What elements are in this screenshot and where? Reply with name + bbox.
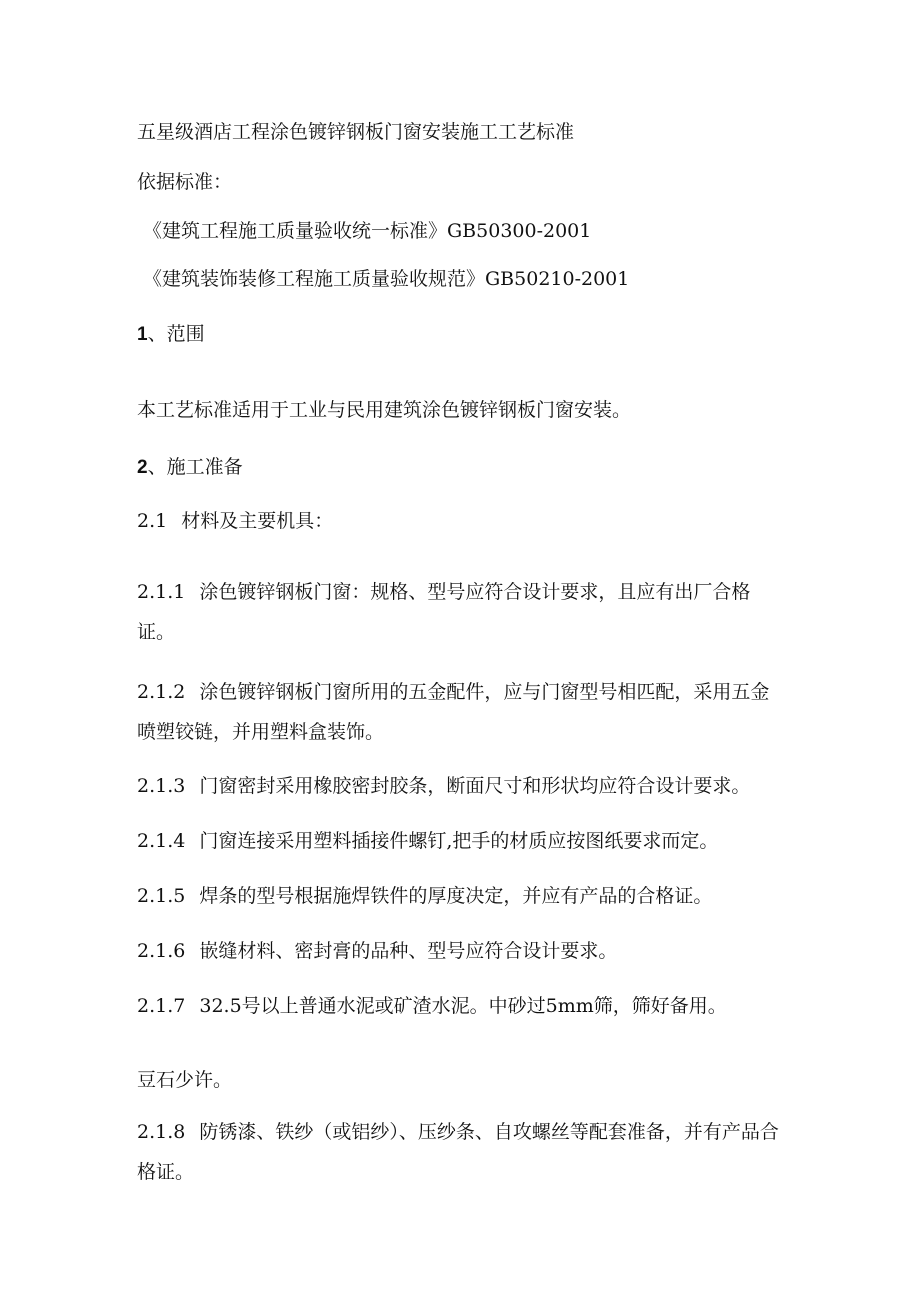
list-item [137,572,782,652]
item-text: 防锈漆、铁纱（或铝纱）、压纱条、自攻螺丝等配套准备，并有产品合格证。 [137,1121,779,1183]
item-number: 2.1.6 [137,940,186,962]
item-number: 2.1.1 [137,581,186,603]
item-number: 2.1.3 [137,775,186,797]
item-number: 2.1.7 [137,995,186,1017]
section-number: 2 [137,457,148,478]
subsection-heading [137,509,333,533]
item-text: 焊条的型号根据施焊铁件的厚度决定，并应有产品的合格证。 [199,885,713,907]
item-number: 2.1.5 [137,885,186,907]
item-text: 门窗密封采用橡胶密封胶条，断面尺寸和形状均应符合设计要求。 [199,775,751,797]
item-text: 32.5号以上普通水泥或矿渣水泥。中砂过5mm筛，筛好备用。 [199,995,727,1017]
document-title: 五星级酒店工程涂色镀锌钢板门窗安装施工工艺标准 [137,121,575,143]
item-number: 2.1.2 [137,681,186,703]
list-item [137,774,750,798]
section-heading-preparation [137,455,243,480]
item-number: 2.1.4 [137,830,186,852]
item-number: 2.1.8 [137,1121,186,1143]
standard-item: 《建筑工程施工质量验收统一标准》GB50300-2001 [143,220,592,242]
standard-item: 《建筑装饰装修工程施工质量验收规范》GB50210-2001 [143,268,630,290]
subsection-title: 材料及主要机具： [181,510,334,532]
list-item [137,1112,782,1192]
section-number: 1 [137,324,148,345]
basis-label: 依据标准： [137,171,233,193]
section-title: 、施工准备 [147,456,243,478]
item-text: 门窗连接采用塑料插接件螺钉,把手的材质应按图纸要求而定。 [199,830,719,852]
subsection-number: 2.1 [137,510,168,532]
scope-body: 本工艺标准适用于工业与民用建筑涂色镀锌钢板门窗安装。 [137,399,632,421]
list-item [137,884,712,908]
section-heading-scope [137,322,205,347]
item-text: 嵌缝材料、密封膏的品种、型号应符合设计要求。 [199,940,618,962]
list-item [137,994,727,1018]
item-text: 涂色镀锌钢板门窗所用的五金配件，应与门窗型号相匹配，采用五金喷塑铰链，并用塑料盒装饰。 [137,681,770,743]
item-text: 涂色镀锌钢板门窗：规格、型号应符合设计要求，且应有出厂合格证。 [137,581,751,643]
list-item [137,939,617,963]
list-item [137,829,718,853]
section-title: 、范围 [147,323,205,345]
list-item-continuation: 豆石少许。 [137,1069,233,1091]
list-item [137,672,782,752]
